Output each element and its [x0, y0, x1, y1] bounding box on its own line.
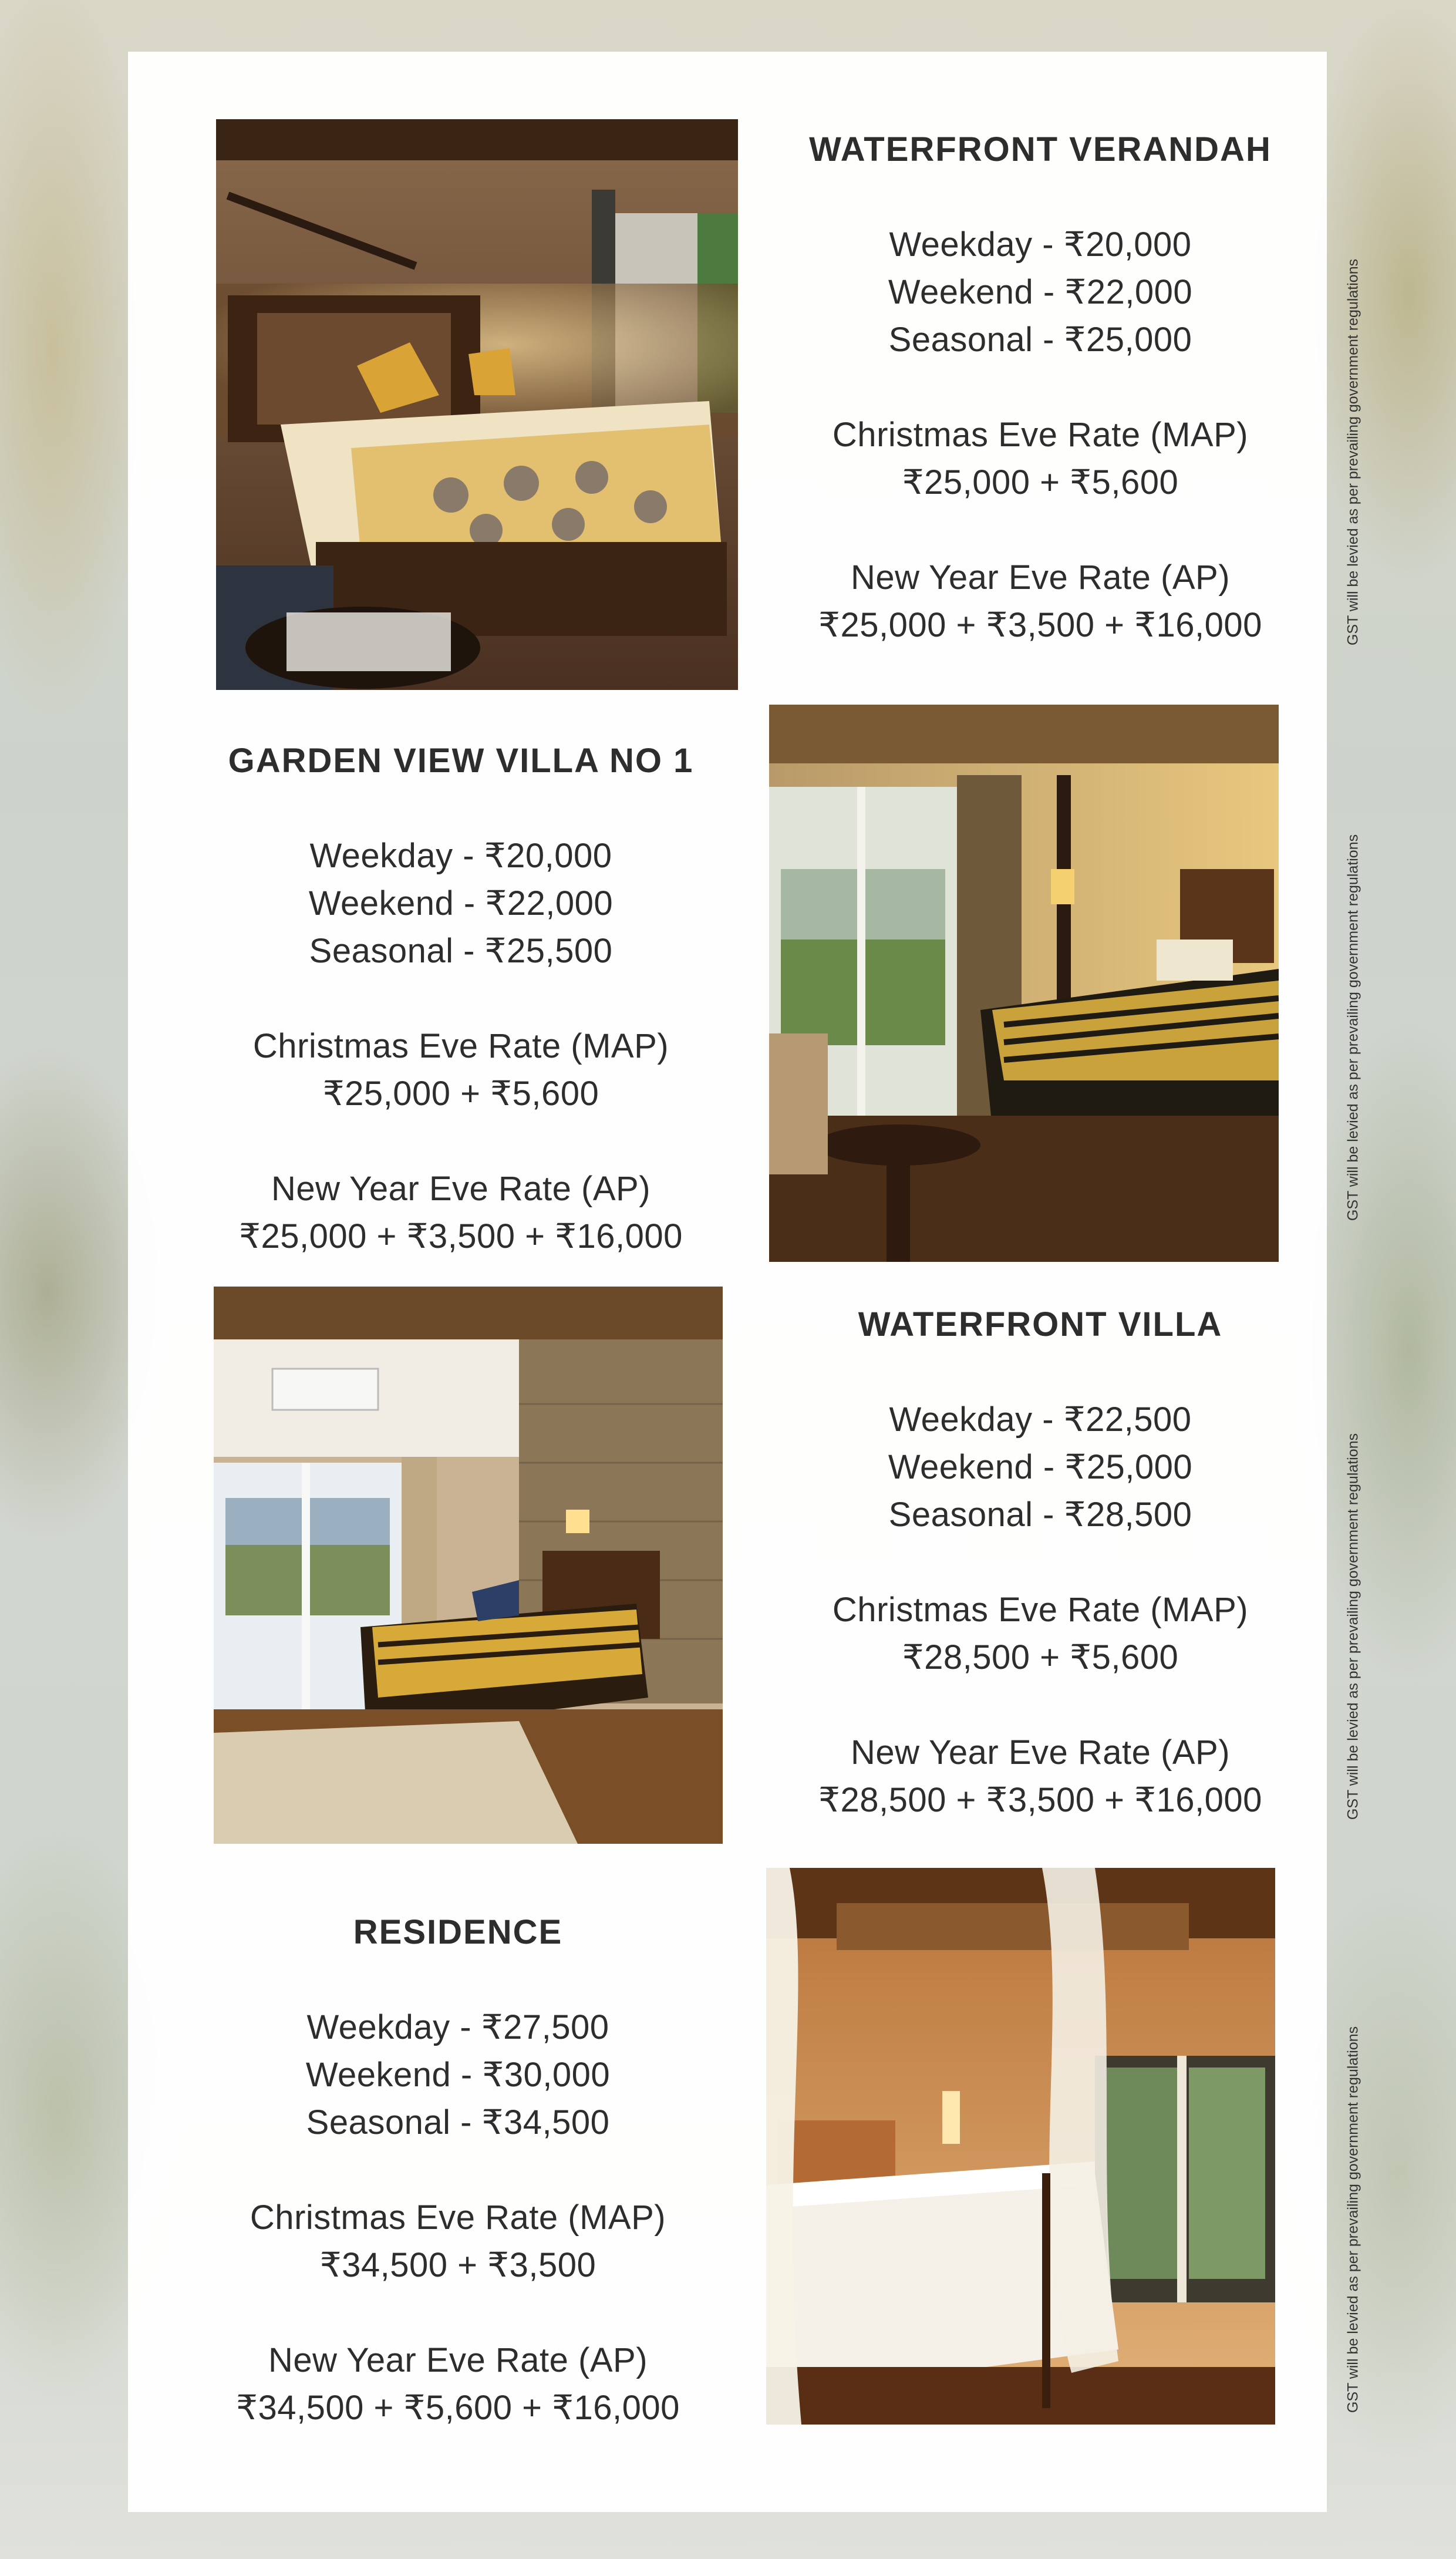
- newyear-rate-value: ₹28,500 + ₹3,500 + ₹16,000: [818, 1781, 1262, 1819]
- newyear-rate-value: ₹34,500 + ₹5,600 + ₹16,000: [236, 2389, 680, 2427]
- seasonal-rate: Seasonal - ₹28,500: [888, 1496, 1192, 1534]
- gst-note: GST will be levied as per prevailing government regulations: [1344, 1433, 1361, 1820]
- room-title: GARDEN VIEW VILLA NO 1: [228, 742, 694, 780]
- weekend-rate: Weekend - ₹25,000: [888, 1448, 1193, 1486]
- waterfront-villa-photo: [214, 1287, 723, 1844]
- newyear-rate-value: ₹25,000 + ₹3,500 + ₹16,000: [818, 606, 1262, 644]
- christmas-rate-value: ₹28,500 + ₹5,600: [902, 1638, 1179, 1676]
- waterfront-verandah-photo: [216, 119, 738, 690]
- newyear-rate-label: New Year Eve Rate (AP): [268, 2341, 648, 2379]
- residence-photo: [766, 1868, 1275, 2425]
- weekend-rate: Weekend - ₹30,000: [305, 2056, 611, 2094]
- weekday-rate: Weekday - ₹22,500: [889, 1400, 1192, 1439]
- room-title: WATERFRONT VERANDAH: [809, 130, 1272, 169]
- newyear-rate-value: ₹25,000 + ₹3,500 + ₹16,000: [239, 1217, 683, 1255]
- newyear-rate-label: New Year Eve Rate (AP): [850, 558, 1231, 597]
- christmas-rate-label: Christmas Eve Rate (MAP): [832, 1591, 1249, 1629]
- christmas-rate-label: Christmas Eve Rate (MAP): [832, 416, 1249, 454]
- newyear-rate-label: New Year Eve Rate (AP): [850, 1733, 1231, 1772]
- weekday-rate: Weekday - ₹27,500: [306, 2008, 609, 2046]
- weekend-rate: Weekend - ₹22,000: [888, 273, 1193, 311]
- seasonal-rate: Seasonal - ₹25,500: [309, 932, 613, 970]
- gst-note: GST will be levied as per prevailing government regulations: [1344, 834, 1361, 1221]
- garden-view-villa-photo: [769, 705, 1279, 1262]
- room-info-garden-view-villa: [164, 737, 757, 1260]
- christmas-rate-value: ₹25,000 + ₹5,600: [902, 463, 1179, 501]
- room-title: WATERFRONT VILLA: [858, 1305, 1223, 1344]
- seasonal-rate: Seasonal - ₹34,500: [306, 2103, 610, 2142]
- gst-note: GST will be levied as per prevailing government regulations: [1344, 258, 1361, 646]
- christmas-rate-label: Christmas Eve Rate (MAP): [252, 1027, 669, 1065]
- room-info-waterfront-villa: [744, 1301, 1337, 1824]
- weekday-rate: Weekday - ₹20,000: [309, 837, 612, 875]
- room-info-residence: [161, 1908, 754, 2432]
- room-title: RESIDENCE: [353, 1913, 563, 1951]
- seasonal-rate: Seasonal - ₹25,000: [888, 321, 1192, 359]
- christmas-rate-value: ₹34,500 + ₹3,500: [319, 2246, 596, 2284]
- newyear-rate-label: New Year Eve Rate (AP): [271, 1170, 651, 1208]
- weekday-rate: Weekday - ₹20,000: [889, 225, 1192, 264]
- gst-note: GST will be levied as per prevailing government regulations: [1344, 2026, 1361, 2413]
- christmas-rate-value: ₹25,000 + ₹5,600: [322, 1075, 599, 1113]
- room-info-waterfront-verandah: [744, 126, 1337, 649]
- christmas-rate-label: Christmas Eve Rate (MAP): [250, 2198, 666, 2237]
- weekend-rate: Weekend - ₹22,000: [308, 884, 614, 922]
